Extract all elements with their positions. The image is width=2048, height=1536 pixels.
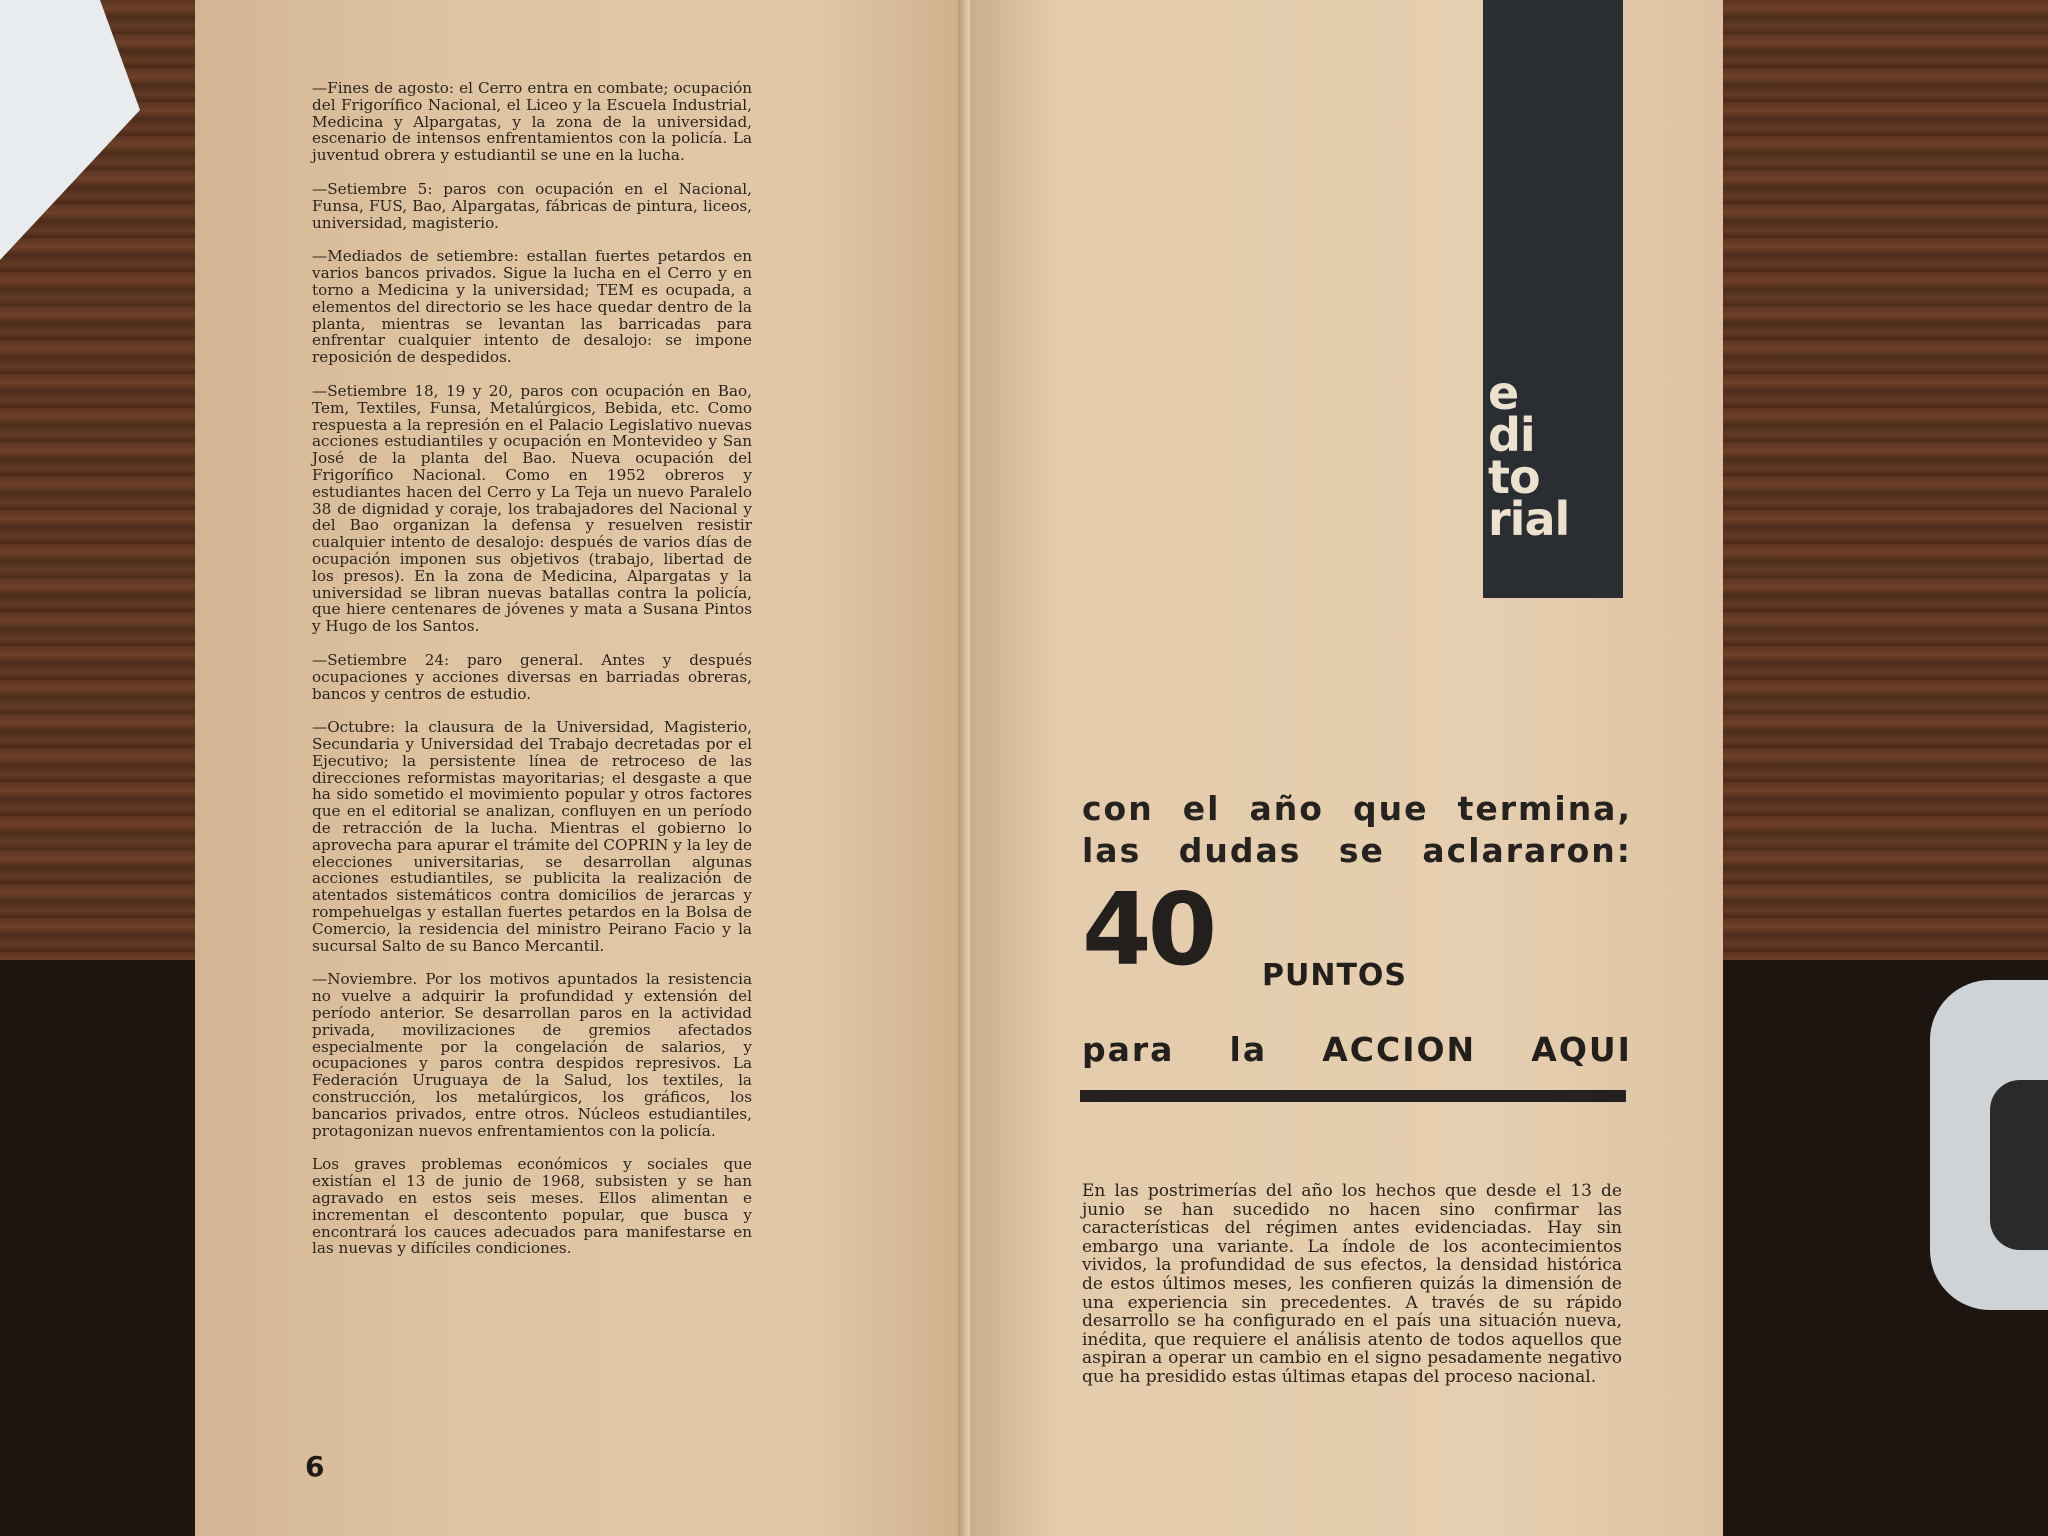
headline <box>1082 788 1632 872</box>
headline-word: ACCION <box>1322 1030 1477 1069</box>
editorial-label-part: di <box>1488 408 1535 462</box>
page-fold <box>958 0 970 1536</box>
headline-word: AQUI <box>1531 1030 1632 1069</box>
chronology-paragraph: Los graves problemas económicos y sociales que existían el 13 de junio de 1968, subsisten y se han agravado en estos seis meses. Ellos alimentan e incrementan el descontento popular, que busca y encontrará los cauces adecuados para manifestarse en las nuevas y difíciles condiciones. <box>312 1155 752 1258</box>
headline-rule <box>1080 1090 1626 1102</box>
headline-word: dudas <box>1178 831 1302 870</box>
headline-word: año <box>1249 789 1324 828</box>
editorial-label-part: e <box>1488 366 1519 420</box>
headline-line-2 <box>1082 830 1632 872</box>
chronology-paragraph: —Noviembre. Por los motivos apuntados la resistencia no vuelve a adquirir la profundidad y extensión del período anterior. Se desarrollan paros en la actividad privada, movilizaciones de gremios afectados especialmente por la congelación de salarios, y ocupaciones y paros contra despidos represivos. La Federación Uruguaya de la Salud, los textiles, la construcción, los metalúrgicos, los gráficos, los bancarios privados, entre otros. Núcleos estudiantiles, protagonizan nuevos enfrentamientos con la policía. <box>312 970 752 1140</box>
chronology-paragraph: —Mediados de setiembre: estallan fuertes petardos en varios bancos privados. Sigue la lucha en el Cerro y en torno a Medicina y la universidad; TEM es ocupada, a elementos del directorio se les hace quedar dentro de la planta, mientras se levantan las barricadas para enfrentar cualquier intento de desalojo: se impone reposición de despedidos. <box>312 247 752 367</box>
headline-line-3 <box>1082 1030 1632 1069</box>
headline-line-1 <box>1082 788 1632 830</box>
headline-word: aclararon: <box>1422 831 1632 870</box>
editorial-body: En las postrimerías del año los hechos que desde el 13 de junio se han sucedido no hacen sino confirmar las características del régimen antes evidenciadas. Hay sin embargo una variante. La índole de los acontecimientos vividos, la profundidad de sus efectos, la densidad histórica de estos últimos meses, les confieren quizás la dimensión de una experiencia sin precedentes. A través de su rápido desarrollo se ha configurado en el país una situación nueva, inédita, que requiere el análisis atento de todos aquellos que aspiran a operar un cambio en el signo pesadamente negativo que ha presidido estas últimas etapas del proceso nacional. <box>1082 1181 1622 1387</box>
chronology-paragraph: —Octubre: la clausura de la Universidad, Magisterio, Secundaria y Universidad del Trabajo decretadas por el Ejecutivo; la persistente línea de retroceso de las direcciones reformistas mayoritarias; el desgaste a que ha sido sometido el movimiento popular y otros factores que en el editorial se analizan, confluyen en un período de retracción de la lucha. Mientras el gobierno lo aprovecha para apurar el trámite del COPRIN y la ley de elecciones universitarias, se desarrollan algunas acciones estudiantiles, se publicita la realización de atentados sistemáticos contra domicilios de jerarcas y rompehuelgas y estallan fuertes petardos en la Bolsa de Comercio, la residencia del ministro Peirano Facio y la sucursal Salto de su Banco Mercantil. <box>312 718 752 955</box>
headline-word: la <box>1229 1030 1268 1069</box>
background-object-dark <box>1990 1080 2048 1250</box>
chronology-column <box>312 80 752 1274</box>
headline-word: las <box>1082 831 1142 870</box>
editorial-label <box>1488 366 1570 546</box>
chronology-paragraph: —Setiembre 18, 19 y 20, paros con ocupación en Bao, Tem, Textiles, Funsa, Metalúrgicos, Bebida, etc. Como respuesta a la represión en el Palacio Legislativo nuevas acciones estudiantiles y ocupación en Montevideo y San José de la planta del Bao. Nueva ocupación del Frigorífico Nacional. Como en 1952 obreros y estudiantes hacen del Cerro y La Teja un nuevo Paralelo 38 de dignidad y coraje, los trabajadores del Nacional y del Bao organizan la defensa y resuelven resistir cualquier intento de desalojo: después de varios días de ocupación imponen sus objetivos (trabajo, libertad de los presos). En la zona de Medicina, Alpargatas y la universidad se libran nuevas batallas contra la policía, que hiere centenares de jóvenes y mata a Susana Pintos y Hugo de los Santos. <box>312 381 752 636</box>
puntos-label: PUNTOS <box>1262 958 1408 993</box>
headline-word: se <box>1338 831 1385 870</box>
headline-word: el <box>1182 789 1221 828</box>
headline-word: con <box>1082 789 1154 828</box>
headline-word: para <box>1082 1030 1175 1069</box>
chronology-paragraph: —Setiembre 5: paros con ocupación en el Nacional, Funsa, FUS, Bao, Alpargatas, fábricas de pintura, liceos, universidad, magisterio. <box>312 179 752 232</box>
editorial-label-part: to <box>1488 450 1540 504</box>
chronology-paragraph: —Setiembre 24: paro general. Antes y después ocupaciones y acciones diversas en barriadas obreras, bancos y centros de estudio. <box>312 650 752 703</box>
chronology-paragraph: —Fines de agosto: el Cerro entra en combate; ocupación del Frigorífico Nacional, el Liceo y la Escuela Industrial, Medicina y Alpargatas, y la zona de la universidad, escenario de intensos enfrentamientos con la policía. La juventud obrera y estudiantil se une en la lucha. <box>312 79 752 165</box>
big-number: 40 <box>1082 871 1214 988</box>
page-number: 6 <box>305 1450 325 1483</box>
editorial-label-part: rial <box>1488 492 1570 546</box>
headline-word: que <box>1353 789 1429 828</box>
headline-word: termina, <box>1457 789 1632 828</box>
